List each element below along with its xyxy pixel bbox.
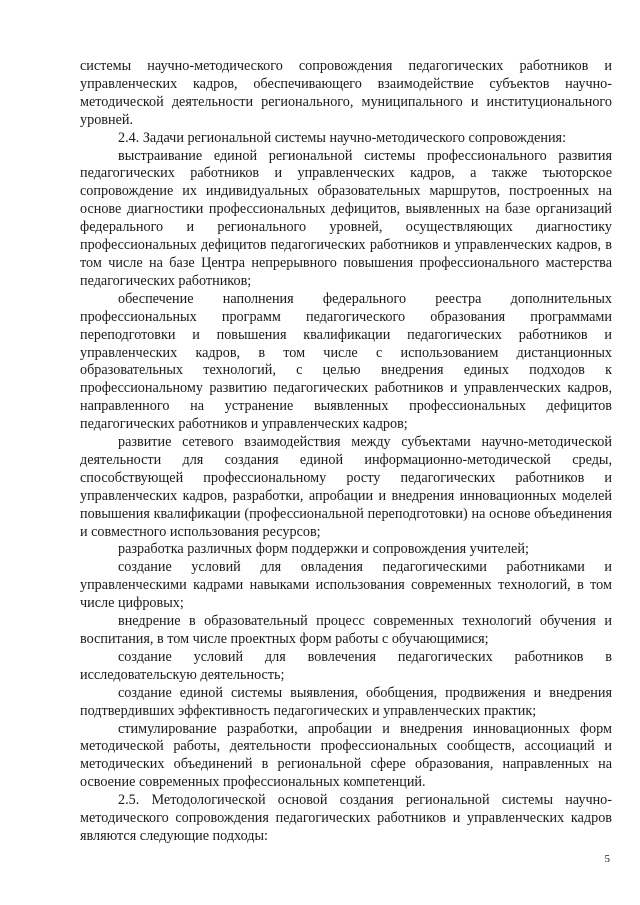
page-number: 5 [604,853,610,865]
task-paragraph: развитие сетевого взаимодействия между субъектами научно-методической деятельности для создания единой информационно-методической среды, способствующей профессиональному росту педагогических работников и управленческих кадров, разработки, апробации и внедрения инновационных моделей повышения квалификации (профессиональной переподготовки) на основе объединения и совместного использования ресурсов; [80,434,612,540]
document-body [80,58,612,846]
section-2-4-heading: 2.4. Задачи региональной системы научно-методического сопровождения: [118,129,567,146]
paragraph-continuation: системы научно-методического сопровождения педагогических работников и управленческих кадров, обеспечивающего взаимодействие субъектов научно-методической деятельности регионального, муниципального и институционального уровней. [80,58,612,128]
task-paragraph: стимулирование разработки, апробации и внедрения инновационных форм методической работы, деятельности профессиональных сообществ, ассоциаций и методических объединений в региональной сфере образования, направленных на освоение современных профессиональных компетенций. [80,720,612,791]
task-paragraph: выстраивание единой региональной системы профессионального развития педагогических работников и управленческих кадров, а также тьюторское сопровождение их индивидуальных образовательных маршрутов, построенных на основе диагностики профессиональных дефицитов, выявленных на базе организаций федерального и регионального уровней, осуществляющих диагностику профессиональных дефицитов педагогических работников и управленческих кадров, в том числе на базе Центра непрерывного повышения профессионального мастерства педагогических работников; [80,147,612,289]
task-paragraph: внедрение в образовательный процесс современных технологий обучения и воспитания, в том числе проектных форм работы с обучающимися; [80,613,612,647]
section-2-5-paragraph: 2.5. Методологической основой создания региональной системы научно-методического сопровождения педагогических работников и управленческих кадров являются следующие подходы: [80,792,612,844]
task-paragraph: создание единой системы выявления, обобщения, продвижения и внедрения подтвердивших эффективность педагогических и управленческих практик; [80,684,612,719]
task-paragraph: создание условий для овладения педагогическими работниками и управленческими кадрами навыками использования современных технологий, в том числе цифровых; [80,559,612,612]
task-paragraph: разработка различных форм поддержки и сопровождения учителей; [118,541,529,558]
task-paragraph: создание условий для вовлечения педагогических работников в исследовательскую деятельность; [80,648,612,683]
task-paragraph: обеспечение наполнения федерального реестра дополнительных профессиональных программ педагогического образования программами переподготовки и повышения квалификации педагогических работников и управленческих кадров, в том числе с использованием дистанционных образовательных технологий, с целью внедрения единых подходов к профессиональному развитию педагогических работников и управленческих кадров, направленного на устранение выявленных профессиональных дефицитов педагогических работников и управленческих кадров; [80,290,612,433]
